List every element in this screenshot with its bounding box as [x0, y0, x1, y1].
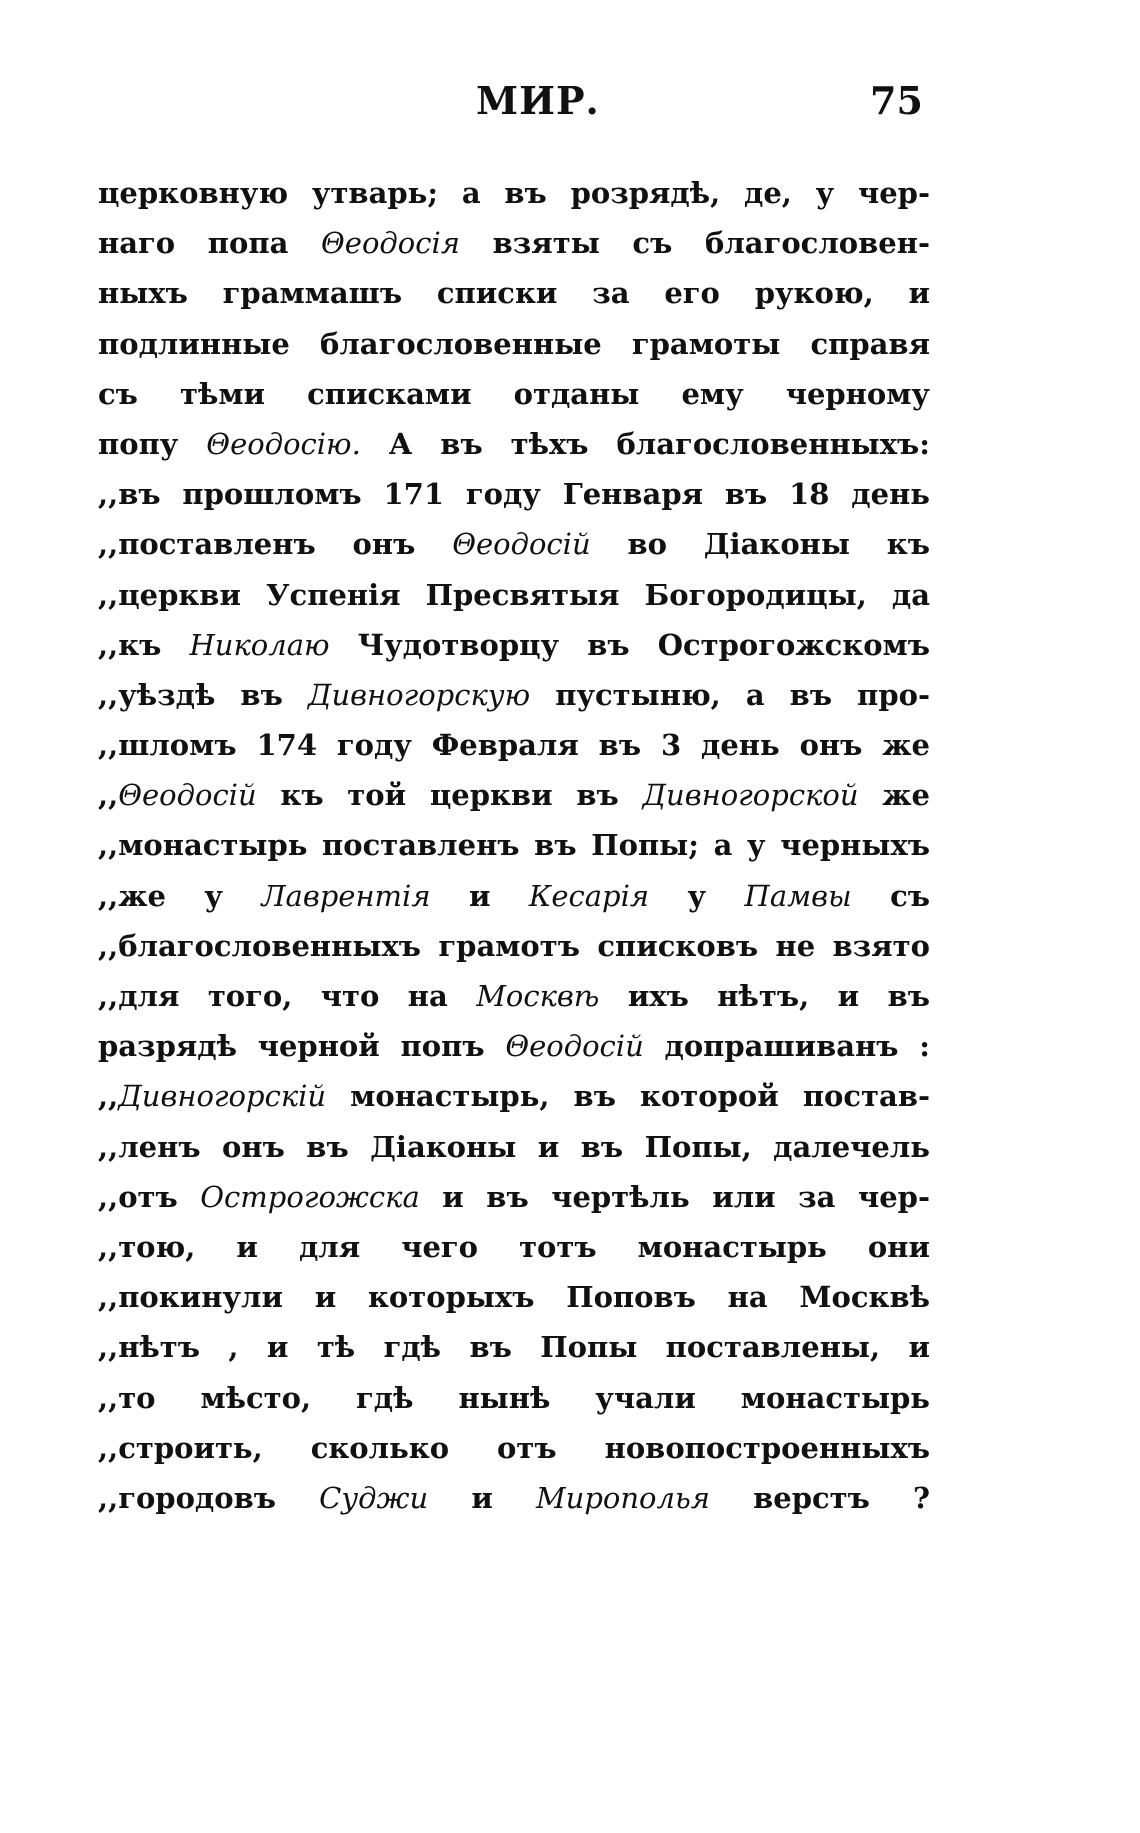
text-line [98, 1172, 930, 1222]
text-run: взяты съ благословен- [460, 226, 930, 261]
italic-name: Острогожска [200, 1179, 420, 1214]
text-line [98, 620, 930, 670]
text-line [98, 268, 930, 318]
text-line [98, 1473, 930, 1523]
italic-name: Дивногорскую [307, 677, 531, 712]
text-run: попу [98, 426, 207, 461]
text-line [98, 770, 930, 820]
text-run: ,,церкви Успенія Пресвятыя Богородицы, да [98, 577, 930, 612]
text-line [98, 369, 930, 419]
text-run: ,,благословенныхъ грамотъ списковъ не взято [98, 928, 930, 963]
text-run: у [649, 878, 745, 913]
text-run: пустыню, а въ про- [530, 677, 930, 712]
text-run: во Діаконы къ [590, 527, 930, 562]
italic-name: Θеодосій [452, 527, 591, 562]
text-run: ,,строить, сколько отъ новопостроенныхъ [98, 1430, 930, 1465]
text-run: ,,тою, и для чего тотъ монастырь они [98, 1229, 930, 1264]
text-run: ,, [98, 1079, 119, 1114]
text-run: Чудотворцу въ Острогожскомъ [329, 627, 930, 662]
text-run: ,,въ прошломъ 171 году Генваря въ 18 день [98, 477, 930, 512]
text-run: ,,покинули и которыхъ Поповъ на Москвѣ [98, 1280, 930, 1315]
text-run: ихъ нѣтъ, и въ [599, 979, 930, 1013]
text-line [98, 469, 930, 519]
text-run: ,,нѣтъ , и тѣ гдѣ въ Попы поставлены, и [98, 1330, 930, 1365]
text-line [98, 1071, 930, 1121]
italic-name: Θеодосію. [206, 426, 361, 461]
text-run: ,,для того, что на [98, 979, 477, 1013]
text-run: ,,городовъ [98, 1480, 320, 1515]
text-line [98, 218, 930, 268]
text-run: А въ тѣхъ благословенныхъ: [360, 426, 930, 461]
text-run: съ тѣми списками отданы ему черному [98, 376, 930, 411]
text-run: и [430, 878, 529, 913]
text-run: подлинные благословенные грамоты справя [98, 326, 930, 361]
text-run: церковную утварь; а въ розрядѣ, де, у чер- [98, 176, 930, 210]
text-run: наго попа [98, 226, 322, 261]
text-run: ныхъ граммашъ списки за его рукою, и [98, 276, 930, 311]
text-run: ,,къ [98, 627, 190, 662]
text-run: монастырь, въ которой постав- [326, 1079, 930, 1114]
text-line [98, 1222, 930, 1272]
italic-name: Θеодосій [505, 1029, 644, 1064]
text-line [98, 820, 930, 870]
text-run: ,,ленъ онъ въ Діаконы и въ Попы, далечель [98, 1129, 930, 1164]
text-run: съ [851, 878, 930, 913]
text-line [98, 1021, 930, 1071]
text-line [98, 971, 930, 1021]
body-text [98, 168, 930, 1523]
text-line [98, 1122, 930, 1172]
italic-name: Мирополья [535, 1480, 710, 1515]
italic-name: Дивногорскій [118, 1079, 327, 1114]
italic-name: Θеодосія [321, 226, 460, 261]
running-head [0, 78, 1140, 138]
text-run: допрашиванъ : [643, 1029, 930, 1064]
italic-name: Θеодосій [118, 778, 257, 813]
text-line [98, 921, 930, 971]
running-title: МИР. [476, 78, 600, 123]
text-run: къ той церкви въ [256, 778, 643, 813]
text-run: ,,уѣздѣ въ [98, 677, 308, 712]
text-run: верстъ ? [709, 1480, 930, 1515]
text-run: же [858, 778, 930, 813]
text-line [98, 168, 930, 218]
italic-name: Кесарія [528, 878, 650, 913]
text-line [98, 319, 930, 369]
text-run: ,, [98, 778, 119, 813]
text-line [98, 1373, 930, 1423]
text-line [98, 519, 930, 569]
text-line [98, 1322, 930, 1372]
page-number: 75 [870, 78, 923, 123]
text-run: ,,то мѣсто, гдѣ нынѣ учали монастырь [98, 1380, 930, 1415]
text-line [98, 570, 930, 620]
text-run: и [428, 1480, 536, 1515]
text-run: ,,поставленъ онъ [98, 527, 453, 562]
text-run: ,,шломъ 174 году Февраля въ 3 день онъ же [98, 728, 930, 763]
text-run: разрядѣ черной попъ [98, 1029, 506, 1064]
text-line [98, 670, 930, 720]
text-run: ,,монастырь поставленъ въ Попы; а у черныхъ [98, 828, 930, 863]
text-line [98, 720, 930, 770]
text-line [98, 1423, 930, 1473]
italic-name: Николаю [189, 627, 330, 662]
italic-name: Лаврентія [261, 878, 431, 913]
text-line [98, 419, 930, 469]
italic-name: Москвѣ [476, 979, 600, 1013]
text-run: ,,же у [98, 878, 262, 913]
text-run: ,,отъ [98, 1179, 201, 1214]
text-line [98, 871, 930, 921]
text-line [98, 1272, 930, 1322]
text-run: и въ чертѣль или за чер- [419, 1179, 930, 1214]
italic-name: Памвы [744, 878, 852, 913]
italic-name: Дивногорской [642, 778, 859, 813]
italic-name: Суджи [319, 1480, 429, 1515]
